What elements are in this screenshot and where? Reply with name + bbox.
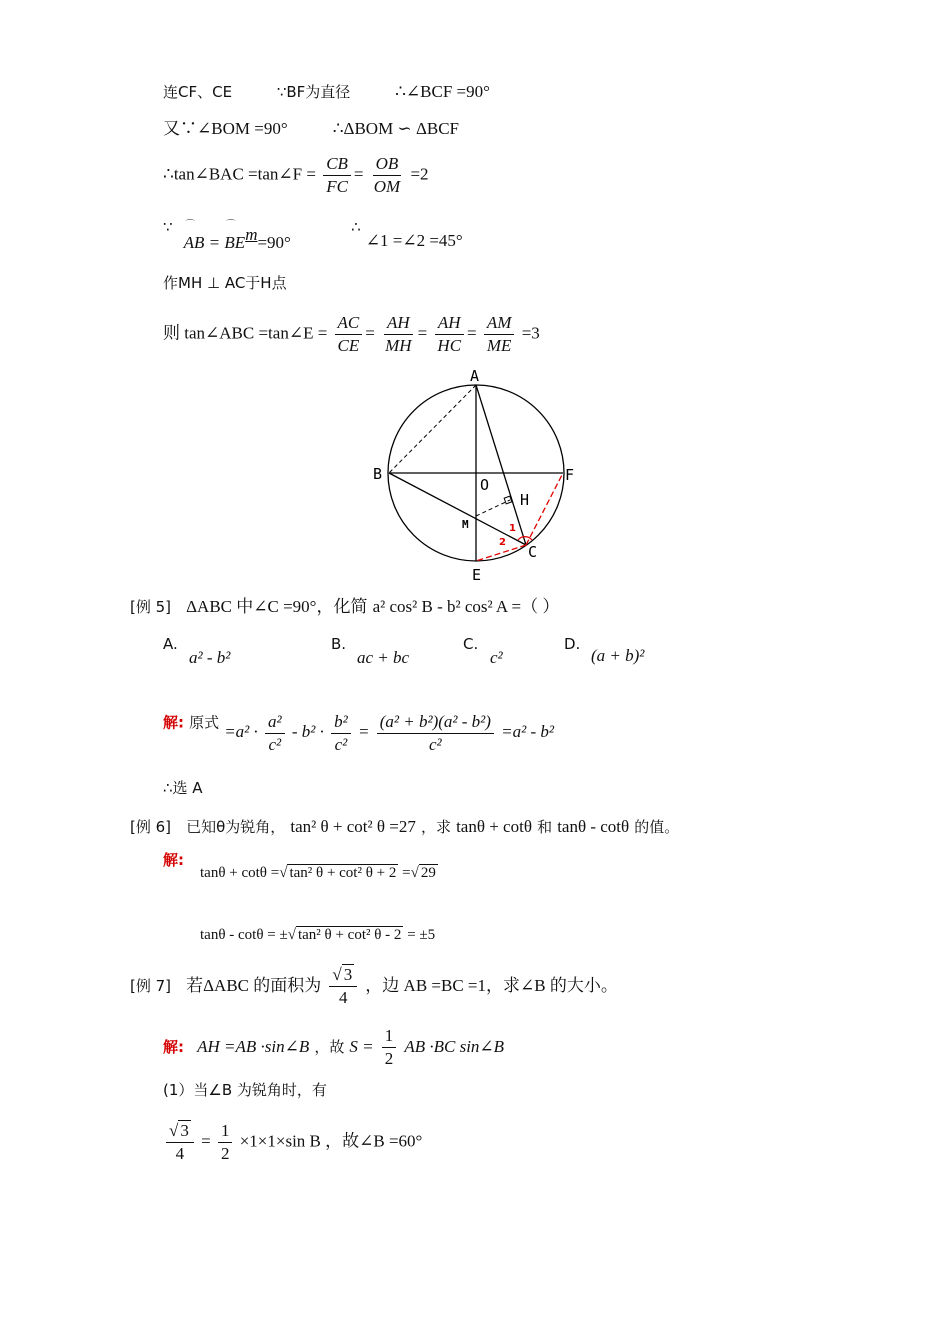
frac-ac: AC — [335, 314, 363, 335]
text-angles-45: ∠1 =∠2 =45° — [365, 231, 463, 250]
ex7-q-fd: 4 — [339, 987, 348, 1007]
example-5-solution — [163, 703, 554, 754]
opt-a-value: a² - b² — [189, 648, 231, 667]
text-90: =90° — [257, 233, 291, 252]
ex6-l1-b: = — [402, 865, 411, 881]
ex5-f3n: (a² + b²)(a² - b²) — [377, 713, 494, 734]
ex6-l2-rad: tan² θ + cot² θ - 2 — [297, 927, 402, 943]
ex5-expr1: =a² · — [224, 722, 258, 742]
text-connect: 连CF、CE — [163, 83, 233, 101]
ex7-c1-a: = — [201, 1131, 211, 1151]
ex5-expr2: - b² · — [291, 722, 324, 742]
example-7-question: [例 7] 若ΔABC 的面积为 $\frac{√ 3}{4}$ ，边 AB =BC =1，求∠B 的大小。 — [130, 965, 618, 1007]
label-a: A — [470, 367, 480, 385]
ex7-c1-c: ，故∠B =60° — [325, 1131, 423, 1151]
opt-b-label: B. — [331, 635, 347, 653]
frac-ce: CE — [337, 335, 360, 355]
example-5-question — [130, 598, 559, 615]
label-h: H — [520, 491, 530, 509]
circle-figure — [360, 360, 590, 590]
text-bf-diameter: ∵BF为直径 — [276, 83, 351, 101]
line-similar-triangles — [163, 120, 459, 137]
text-angle-bcf: ∴∠BCF =90° — [395, 82, 490, 101]
text-similar: ∴ΔBOM ∽ ΔBCF — [332, 119, 460, 138]
ex7-sol-label: 解: — [163, 1037, 184, 1056]
ex6-q-g: 的值。 — [634, 818, 680, 836]
ex5-f2n: b² — [331, 713, 351, 734]
ex7-s1-a: AH =AB ·sin∠B — [197, 1036, 310, 1056]
ex7-q-a: 若ΔABC 的面积为 — [186, 975, 322, 995]
ex5-f2d: c² — [334, 734, 348, 754]
label-o: O — [480, 476, 490, 494]
ex6-l1-rad: tan² θ + cot² θ + 2 — [289, 865, 397, 881]
line-bc — [389, 473, 526, 545]
frac-mh: MH — [385, 335, 412, 355]
label-m: M — [462, 518, 469, 531]
label-f: F — [565, 466, 575, 484]
ex6-q-b: tan² θ + cot² θ =27 — [290, 817, 416, 836]
ex7-c1-fd: 4 — [175, 1143, 185, 1163]
opt-b-value: ac + bc — [357, 648, 410, 667]
line-arc-equal — [163, 218, 463, 252]
ex5-expression: a² cos² B - b² cos² A =（ ） — [372, 597, 560, 616]
ex7-c1-f2d: 2 — [220, 1143, 230, 1163]
opt-d-label: D. — [564, 635, 581, 653]
ex5-eq: = — [358, 722, 370, 742]
ex6-l1-rad2: 29 — [420, 865, 436, 881]
ex7-s1-c: S = — [349, 1036, 374, 1056]
ex7-s1-fn: 1 — [382, 1027, 397, 1048]
line-cf-red — [526, 473, 563, 545]
line-ab-dashed — [389, 385, 476, 473]
frac-ah: AH — [384, 314, 413, 335]
label-c: C — [528, 543, 538, 561]
ex5-head: [例 5] — [130, 598, 172, 616]
angle-arc-red — [518, 537, 532, 540]
opt-a-label: A. — [163, 635, 178, 653]
ex6-l2-a: tanθ - cotθ = ± — [200, 927, 288, 943]
ex6-line2: tanθ - cotθ = ±√ tan² θ + cot² θ - 2 = ±5 — [200, 927, 436, 943]
text-therefore: ∴ — [351, 218, 361, 236]
line-tan-bac: ∴tan∠BAC =tan∠F = $\frac{CB}{FC}$ = $\frac{OB}{OM}$ =2 — [163, 154, 429, 196]
ex7-s1-d: AB ·BC sin∠B — [404, 1036, 505, 1056]
label-angle-1: 1 — [509, 523, 516, 534]
frac-cb: CB — [323, 155, 351, 176]
text-m: m — [245, 225, 258, 244]
ex6-q-d: tanθ + cotθ — [456, 817, 532, 836]
ex7-head: [例 7] — [130, 976, 172, 995]
arc-ab: ⌒ AB — [184, 233, 205, 252]
frac-me: ME — [486, 335, 512, 355]
ex5-f1n: a² — [265, 713, 285, 734]
text-tan-bac: ∴tan∠BAC =tan∠F = — [163, 164, 316, 184]
ex7-case1-equation: $\frac{√ 3}{4}$ = $\frac{1}{2}$ ×1×1×sin B ，故∠B =60° — [163, 1122, 422, 1163]
ex6-head: [例 6] — [130, 818, 172, 836]
ex5-f1d: c² — [268, 734, 282, 754]
frac-hc: HC — [437, 335, 462, 355]
right-angle-mark — [504, 496, 512, 504]
line-tan-abc: 则 tan∠ABC =tan∠E = $\frac{AC}{CE}$ = $\frac{AH}{MH}$ = $\frac{AH}{HC}$ = $\frac{AM}{ME}$ =3 — [163, 313, 540, 355]
ex6-l1-a: tanθ + cotθ = — [200, 865, 280, 881]
frac-fc: FC — [326, 176, 348, 196]
text-eq: = — [204, 233, 225, 252]
opt-d-value: (a + b)² — [591, 646, 645, 665]
ex5-conclusion: ∴选 A — [163, 779, 203, 797]
ex7-s1-fd: 2 — [384, 1048, 394, 1068]
ex5-sol-label: 解: — [163, 713, 184, 732]
arc-be: ⌒ BE — [224, 233, 245, 252]
ex5-given: ΔABC 中∠C =90°，化简 — [186, 597, 368, 616]
text-because: ∵ — [163, 218, 173, 236]
label-angle-2: 2 — [499, 537, 506, 548]
text-tan-abc: 则 tan∠ABC =tan∠E = — [163, 323, 328, 343]
ex7-q-fn: 3 — [343, 965, 353, 984]
ex6-q-f: tanθ - cotθ — [557, 817, 630, 836]
line-connect-cf-ce — [163, 83, 490, 100]
ex6-q-a: 已知θ为锐角， — [186, 818, 286, 836]
ex6-sol-label: 解: — [163, 851, 184, 869]
text-eq-2: =2 — [410, 164, 429, 184]
example-6-question — [130, 818, 679, 835]
ex7-c1-fn: 3 — [180, 1121, 189, 1140]
frac-ah2: AH — [435, 314, 464, 335]
ex7-s1-b: ，故 — [314, 1037, 345, 1056]
frac-am: AM — [484, 314, 515, 335]
line-ac — [476, 385, 526, 545]
ex7-case1: (1）当∠B 为锐角时，有 — [163, 1081, 327, 1099]
ex6-q-c: ，求 — [420, 818, 451, 836]
ex5-end: =a² - b² — [501, 722, 554, 742]
ex6-l2-b: = ±5 — [407, 927, 436, 943]
opt-c-value: c² — [490, 648, 503, 667]
ex6-line1: tanθ + cotθ =√ tan² θ + cot² θ + 2 =√ 29 — [200, 865, 436, 881]
opt-c-label: C. — [463, 635, 479, 653]
ex6-q-e: 和 — [537, 818, 553, 836]
ex5-sol-text: 原式 — [189, 713, 220, 732]
ex7-c1-f2n: 1 — [218, 1122, 233, 1143]
ex7-solution-line — [163, 1027, 504, 1068]
label-b: B — [373, 465, 383, 483]
frac-om: OM — [373, 176, 401, 196]
ex7-c1-b: ×1×1×sin B — [239, 1131, 321, 1151]
frac-ob: OB — [373, 155, 402, 176]
text-angle-bom: 又∵∠BOM =90° — [163, 119, 288, 138]
line-mh-dashed — [476, 500, 510, 516]
text-eq-3: =3 — [521, 323, 540, 343]
line-construct-mh: 作MH ⊥ AC于H点 — [163, 274, 287, 292]
ex7-q-b: ，边 AB =BC =1，求∠B 的大小。 — [365, 975, 618, 995]
label-e: E — [472, 566, 482, 584]
ex5-f3d: c² — [429, 734, 442, 754]
